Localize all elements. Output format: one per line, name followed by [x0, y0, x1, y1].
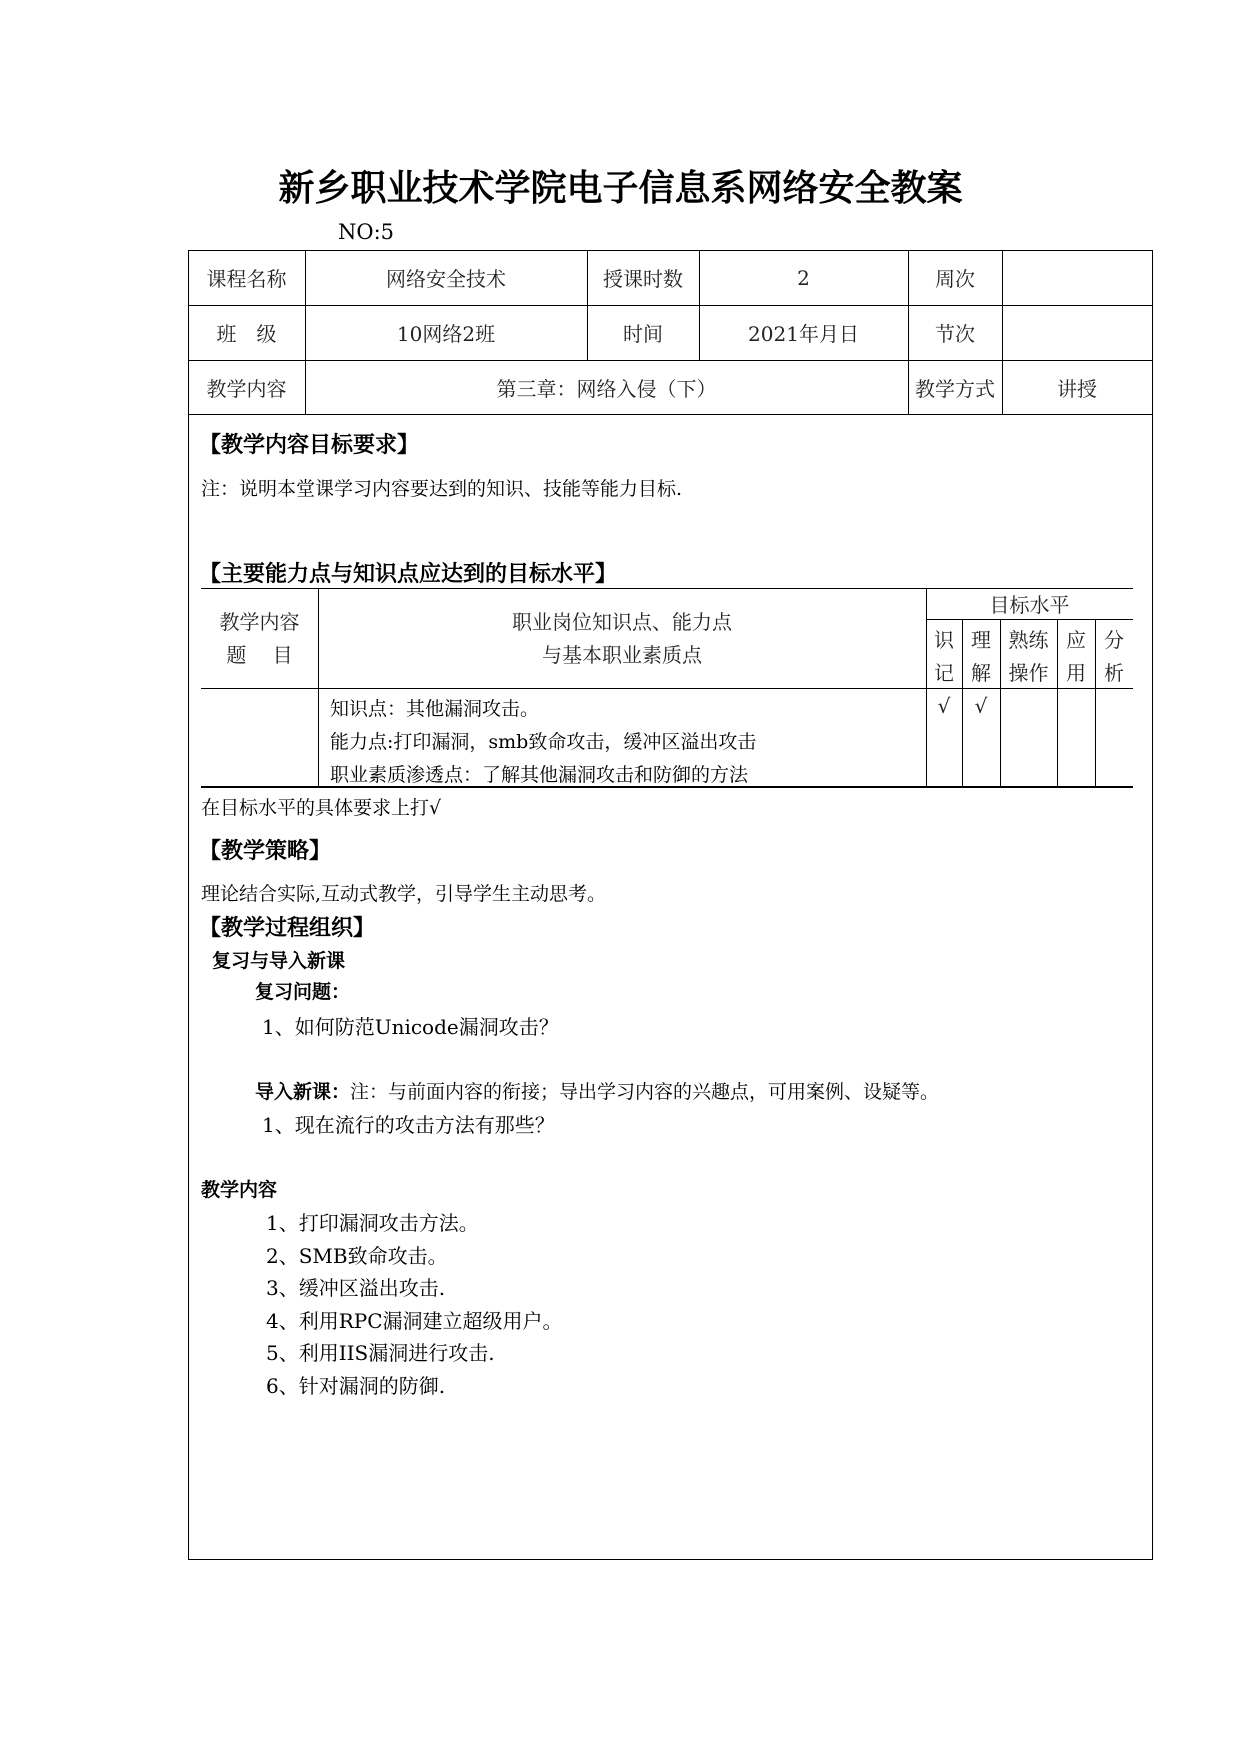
target-level-header: 目标水平: [989, 593, 1070, 617]
table-border: [188, 414, 1153, 415]
time-label: 时间: [623, 322, 663, 346]
course-value: 网络安全技术: [386, 267, 506, 291]
content-label: 教学内容: [206, 376, 287, 401]
hours-value: 2: [797, 265, 810, 290]
table-border: [201, 688, 1133, 689]
level-analyze-2: 析: [1104, 660, 1124, 685]
table-border: [1152, 250, 1153, 1560]
time-value: 2021年月日: [748, 322, 859, 346]
goals-note: 注：说明本堂课学习内容要达到的知识、技能等能力目标.: [201, 478, 683, 500]
ability-point: 能力点:打印漏洞，smb致命攻击，缓冲区溢出攻击: [330, 731, 757, 753]
quality-point: 职业素质渗透点：了解其他漏洞攻击和防御的方法: [330, 764, 749, 786]
level-understand-2: 解: [971, 660, 991, 685]
intro-line: [255, 1077, 939, 1104]
content-item: 3、缓冲区溢出攻击.: [266, 1276, 446, 1300]
strategy-text: 理论结合实际,互动式教学，引导学生主动思考。: [201, 883, 607, 905]
col-topic-a: 教学内容: [219, 609, 300, 634]
col-points-b: 与基本职业素质点: [542, 642, 702, 667]
goals-heading: 【教学内容目标要求】: [199, 433, 420, 458]
table-border: [188, 1559, 1153, 1560]
review-title: 复习与导入新课: [212, 950, 346, 972]
level-memorize: 识: [934, 627, 954, 652]
review-item: 1、如何防范Unicode漏洞攻击？: [262, 1015, 559, 1039]
method-label: 教学方式: [915, 376, 995, 401]
course-label: 课程名称: [206, 267, 287, 291]
process-heading: 【教学过程组织】: [199, 916, 376, 941]
levels-footnote: 在目标水平的具体要求上打√: [201, 797, 442, 819]
content-item: 6、针对漏洞的防御.: [266, 1374, 446, 1398]
content-title: 教学内容: [201, 1179, 278, 1201]
page-title: 新乡职业技术学院电子信息系网络安全教案: [278, 168, 963, 209]
class-value: 10网络2班: [396, 322, 496, 346]
level-memorize-2: 记: [934, 660, 954, 685]
lesson-number: NO:5: [338, 220, 395, 244]
section-value: [1002, 305, 1152, 360]
check-memorize: √: [937, 694, 951, 718]
col-topic-b: 题 目: [226, 642, 293, 667]
intro-item: 1、现在流行的攻击方法有那些？: [262, 1113, 555, 1137]
level-analyze: 分: [1104, 627, 1124, 652]
intro-note: 注：与前面内容的衔接；导出学习内容的兴趣点，可用案例、设疑等。: [350, 1081, 940, 1103]
method-value: 讲授: [1057, 376, 1097, 401]
week-label: 周次: [935, 267, 975, 291]
hours-label: 授课时数: [603, 267, 683, 291]
class-label: 班 级: [216, 322, 277, 346]
intro-label: 导入新课：: [255, 1081, 351, 1103]
content-value: 第三章：网络入侵（下）: [496, 376, 717, 401]
strategy-heading: 【教学策略】: [199, 839, 332, 864]
content-item: 1、打印漏洞攻击方法。: [266, 1211, 479, 1235]
check-understand: √: [974, 694, 988, 718]
week-value: [1002, 250, 1152, 305]
col-points-a: 职业岗位知识点、能力点: [512, 609, 732, 634]
content-item: 2、SMB致命攻击。: [266, 1244, 448, 1268]
section-label: 节次: [935, 322, 975, 346]
level-apply-2: 用: [1066, 660, 1086, 685]
content-item: 4、利用RPC漏洞建立超级用户。: [266, 1309, 563, 1333]
levels-heading: 【主要能力点与知识点应达到的目标水平】: [199, 562, 618, 587]
content-item: 5、利用IIS漏洞进行攻击.: [266, 1341, 495, 1365]
table-border: [926, 619, 1133, 620]
level-practice: 熟练: [1008, 627, 1049, 652]
review-question-label: 复习问题：: [255, 981, 351, 1003]
table-border: [188, 250, 189, 1560]
level-understand: 理: [971, 627, 991, 652]
level-practice-2: 操作: [1008, 660, 1049, 685]
level-apply: 应: [1066, 627, 1086, 652]
knowledge-point: 知识点：其他漏洞攻击。: [330, 698, 540, 720]
